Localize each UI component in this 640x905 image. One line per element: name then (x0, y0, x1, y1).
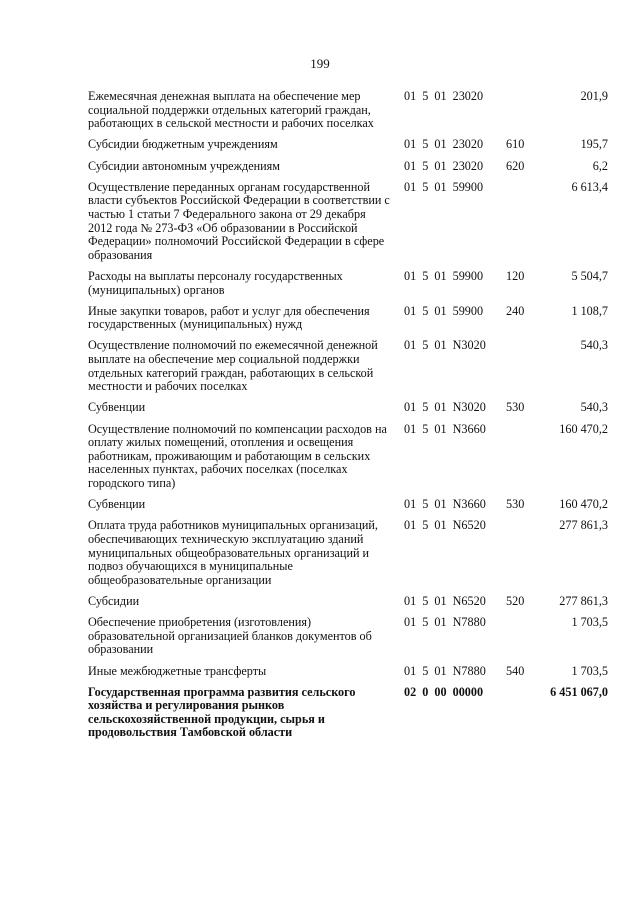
row-description: Субсидии (88, 593, 140, 608)
row-target-code: 01 5 01 N3020 (404, 338, 486, 353)
row-target-code: 01 5 01 59900 (404, 179, 484, 194)
row-amount: 1 703,5 (571, 663, 608, 678)
row-description: Обеспечение приобретения (изготовления) образовательной организацией бланков документов об образовании (88, 615, 372, 657)
table-row (88, 519, 608, 587)
row-amount: 540,3 (580, 400, 608, 415)
row-description: Осуществление полномочий по ежемесячной денежной выплате на обеспечение мер социальной поддержки отдельных категорий граждан, работающих в сельской местности и рабочих поселках (88, 338, 378, 394)
row-target-code: 01 5 01 N3660 (404, 421, 486, 436)
row-description: Субсидии бюджетным учреждениям (88, 137, 278, 152)
row-target-code: 01 5 01 59900 (404, 303, 484, 318)
row-amount: 195,7 (580, 137, 608, 152)
row-target-code: 01 5 01 N3660 (404, 497, 486, 512)
table-row (88, 90, 608, 131)
table-row (88, 138, 608, 152)
row-expense-type: 120 (506, 268, 525, 283)
row-description: Ежемесячная денежная выплата на обеспечение мер социальной поддержки отдельных категорий граждан, работающих в сельской местности и рабочих поселках (88, 89, 374, 131)
row-expense-type: 610 (506, 137, 525, 152)
row-expense-type: 530 (506, 400, 525, 415)
page-number: 199 (310, 56, 330, 71)
row-amount: 6 451 067,0 (550, 684, 608, 699)
row-description: Осуществление полномочий по компенсации расходов на оплату жилых помещений, отопления и освещения работникам, проживающим и работающим в сельских населенных пунктах, рабочих поселках (поселках городского типа) (88, 421, 387, 490)
table-row (88, 160, 608, 174)
table-row (88, 423, 608, 491)
row-expense-type: 240 (506, 303, 525, 318)
row-target-code: 01 5 01 59900 (404, 268, 484, 283)
row-target-code: 01 5 01 N7880 (404, 663, 486, 678)
row-target-code: 01 5 01 23020 (404, 137, 484, 152)
row-amount: 160 470,2 (559, 421, 608, 436)
row-description: Иные межбюджетные трансферты (88, 663, 267, 678)
row-amount: 1 703,5 (571, 615, 608, 630)
row-expense-type: 530 (506, 497, 525, 512)
table-row (88, 595, 608, 609)
table-row (88, 305, 608, 332)
row-description: Субвенции (88, 400, 146, 415)
budget-table (88, 90, 608, 748)
table-row (88, 270, 608, 297)
row-description: Субсидии автономным учреждениям (88, 158, 280, 173)
row-amount: 1 108,7 (571, 303, 608, 318)
row-target-code: 01 5 01 N6520 (404, 518, 486, 533)
row-amount: 5 504,7 (571, 268, 608, 283)
table-row (88, 339, 608, 393)
row-target-code: 01 5 01 N7880 (404, 615, 486, 630)
row-description: Субвенции (88, 497, 146, 512)
row-amount: 6 613,4 (571, 179, 608, 194)
table-row (88, 181, 608, 263)
row-description: Иные закупки товаров, работ и услуг для обеспечения государственных (муниципальных) нужд (88, 303, 370, 332)
row-amount: 160 470,2 (559, 497, 608, 512)
table-row-program (88, 686, 608, 740)
row-amount: 277 861,3 (559, 593, 608, 608)
row-target-code: 01 5 01 N6520 (404, 593, 486, 608)
row-target-code: 02 0 00 00000 (404, 684, 484, 699)
row-amount: 277 861,3 (559, 518, 608, 533)
row-target-code: 01 5 01 N3020 (404, 400, 486, 415)
table-row (88, 401, 608, 415)
row-expense-type: 520 (506, 593, 525, 608)
row-expense-type: 540 (506, 663, 525, 678)
row-target-code: 01 5 01 23020 (404, 89, 484, 103)
table-row (88, 616, 608, 657)
row-description: Осуществление переданных органам государственной власти субъектов Российской Федерации в соответствии с частью 1 статьи 7 Федерального закона от 29 декабря 2012 года № 273-ФЗ «Об образовании в Российской Федерации» полномочий Российской Федерации в сфере образования (88, 179, 390, 262)
table-row (88, 498, 608, 512)
row-amount: 540,3 (580, 338, 608, 353)
row-target-code: 01 5 01 23020 (404, 158, 484, 173)
row-expense-type: 620 (506, 158, 525, 173)
table-row (88, 665, 608, 679)
row-amount: 201,9 (580, 89, 608, 103)
row-amount: 6,2 (592, 158, 608, 173)
row-description: Расходы на выплаты персоналу государственных (муниципальных) органов (88, 268, 343, 297)
row-description: Оплата труда работников муниципальных организаций, обеспечивающих техническую эксплуатацию зданий муниципальных общеобразовательных организаций и подвоз обучающихся в муниципальные общеобразовательные организации (88, 518, 378, 587)
row-description: Государственная программа развития сельского хозяйства и регулирования рынков сельскохозяйственной продукции, сырья и продовольствия Тамбовской области (88, 684, 356, 740)
